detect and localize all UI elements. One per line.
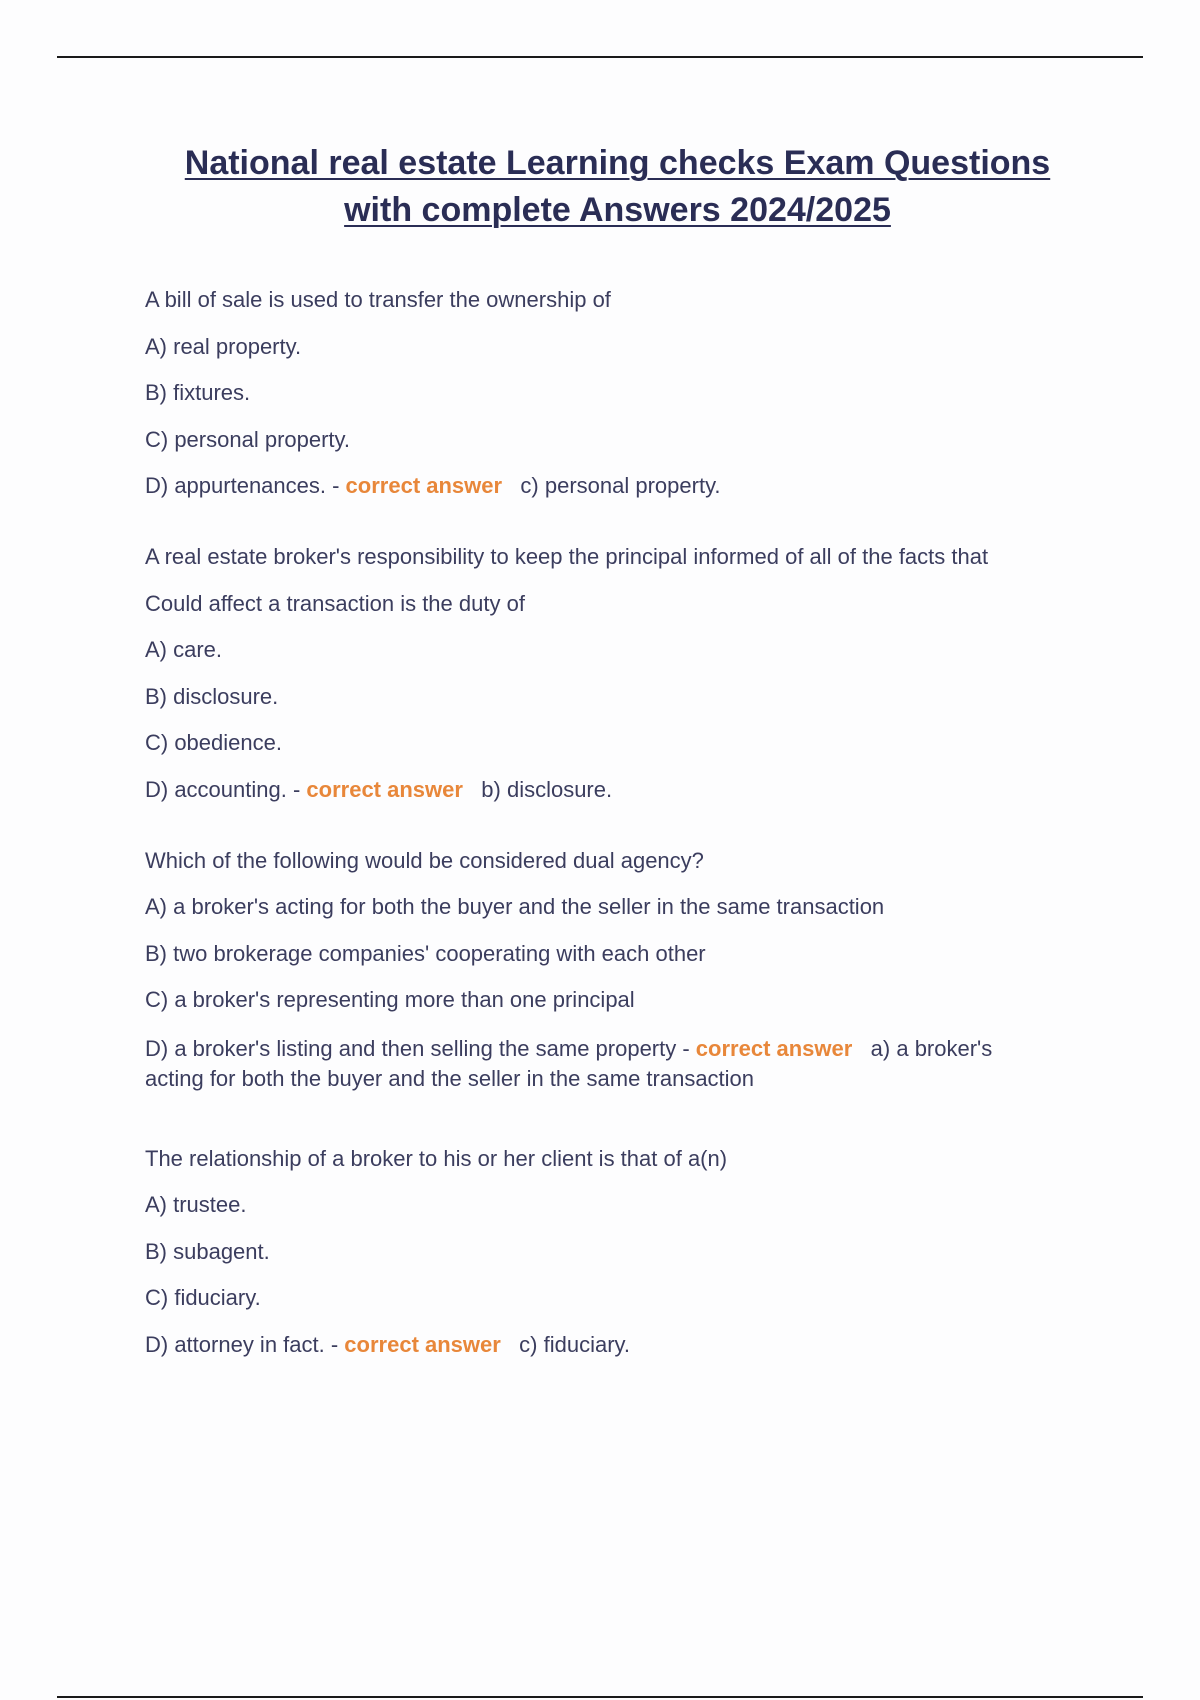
option-b: B) two brokerage companies' cooperating with each other <box>145 940 706 966</box>
question-stem: The relationship of a broker to his or her client is that of a(n) <box>145 1145 728 1171</box>
question-stem: Which of the following would be considered dual agency? <box>145 847 704 873</box>
option-c: C) fiduciary. <box>145 1285 261 1310</box>
correct-answer-label: correct answer <box>306 776 463 802</box>
answer-text-cont: acting for both the buyer and the seller in the same transaction <box>145 1065 755 1091</box>
question-stem-cont: Could affect a transaction is the duty of <box>145 590 525 616</box>
question-block-1 <box>145 287 1085 499</box>
option-b: B) subagent. <box>145 1238 270 1264</box>
page-title <box>100 140 1135 234</box>
top-rule <box>57 56 1143 58</box>
answer-text: a) a broker's <box>870 1035 993 1061</box>
question-block-2 <box>145 544 1085 803</box>
option-b: B) disclosure. <box>145 683 279 709</box>
question-stem: A bill of sale is used to transfer the ownership of <box>145 287 611 312</box>
option-d: D) accounting. - <box>145 776 307 802</box>
option-a: A) trustee. <box>145 1192 247 1217</box>
correct-answer-label: correct answer <box>695 1035 853 1061</box>
correct-answer-label: correct answer <box>344 1331 501 1357</box>
answer-text: c) personal property. <box>520 473 721 498</box>
answer-text: b) disclosure. <box>481 776 613 802</box>
option-c: C) personal property. <box>145 426 351 452</box>
question-list <box>145 287 1085 1358</box>
correct-answer-label: correct answer <box>345 473 503 498</box>
bottom-rule <box>57 1696 1143 1698</box>
option-d-with-answer <box>145 1034 1085 1094</box>
option-c: C) obedience. <box>145 730 282 755</box>
question-block-3 <box>145 848 1085 1094</box>
option-d: D) attorney in fact. - <box>145 1331 345 1357</box>
option-a: A) a broker's acting for both the buyer and the seller in the same transaction <box>145 894 885 919</box>
answer-text: c) fiduciary. <box>519 1331 631 1357</box>
option-d-with-answer <box>145 777 1085 803</box>
title-line-2: with complete Answers 2024/2025 <box>344 191 891 229</box>
title-line-1: National real estate Learning checks Exam Questions <box>184 144 1051 182</box>
option-d: D) appurtenances. - <box>145 473 346 498</box>
question-block-4 <box>145 1146 1085 1358</box>
option-b: B) fixtures. <box>145 380 251 405</box>
question-stem: A real estate broker's responsibility to keep the principal informed of all of the facts that <box>145 544 989 569</box>
option-d-with-answer <box>145 473 1085 499</box>
option-a: A) care. <box>145 637 223 662</box>
option-d-with-answer <box>145 1332 1085 1358</box>
option-d: D) a broker's listing and then selling the same property - <box>145 1035 696 1061</box>
option-c: C) a broker's representing more than one principal <box>145 987 635 1012</box>
option-a: A) real property. <box>145 333 302 359</box>
